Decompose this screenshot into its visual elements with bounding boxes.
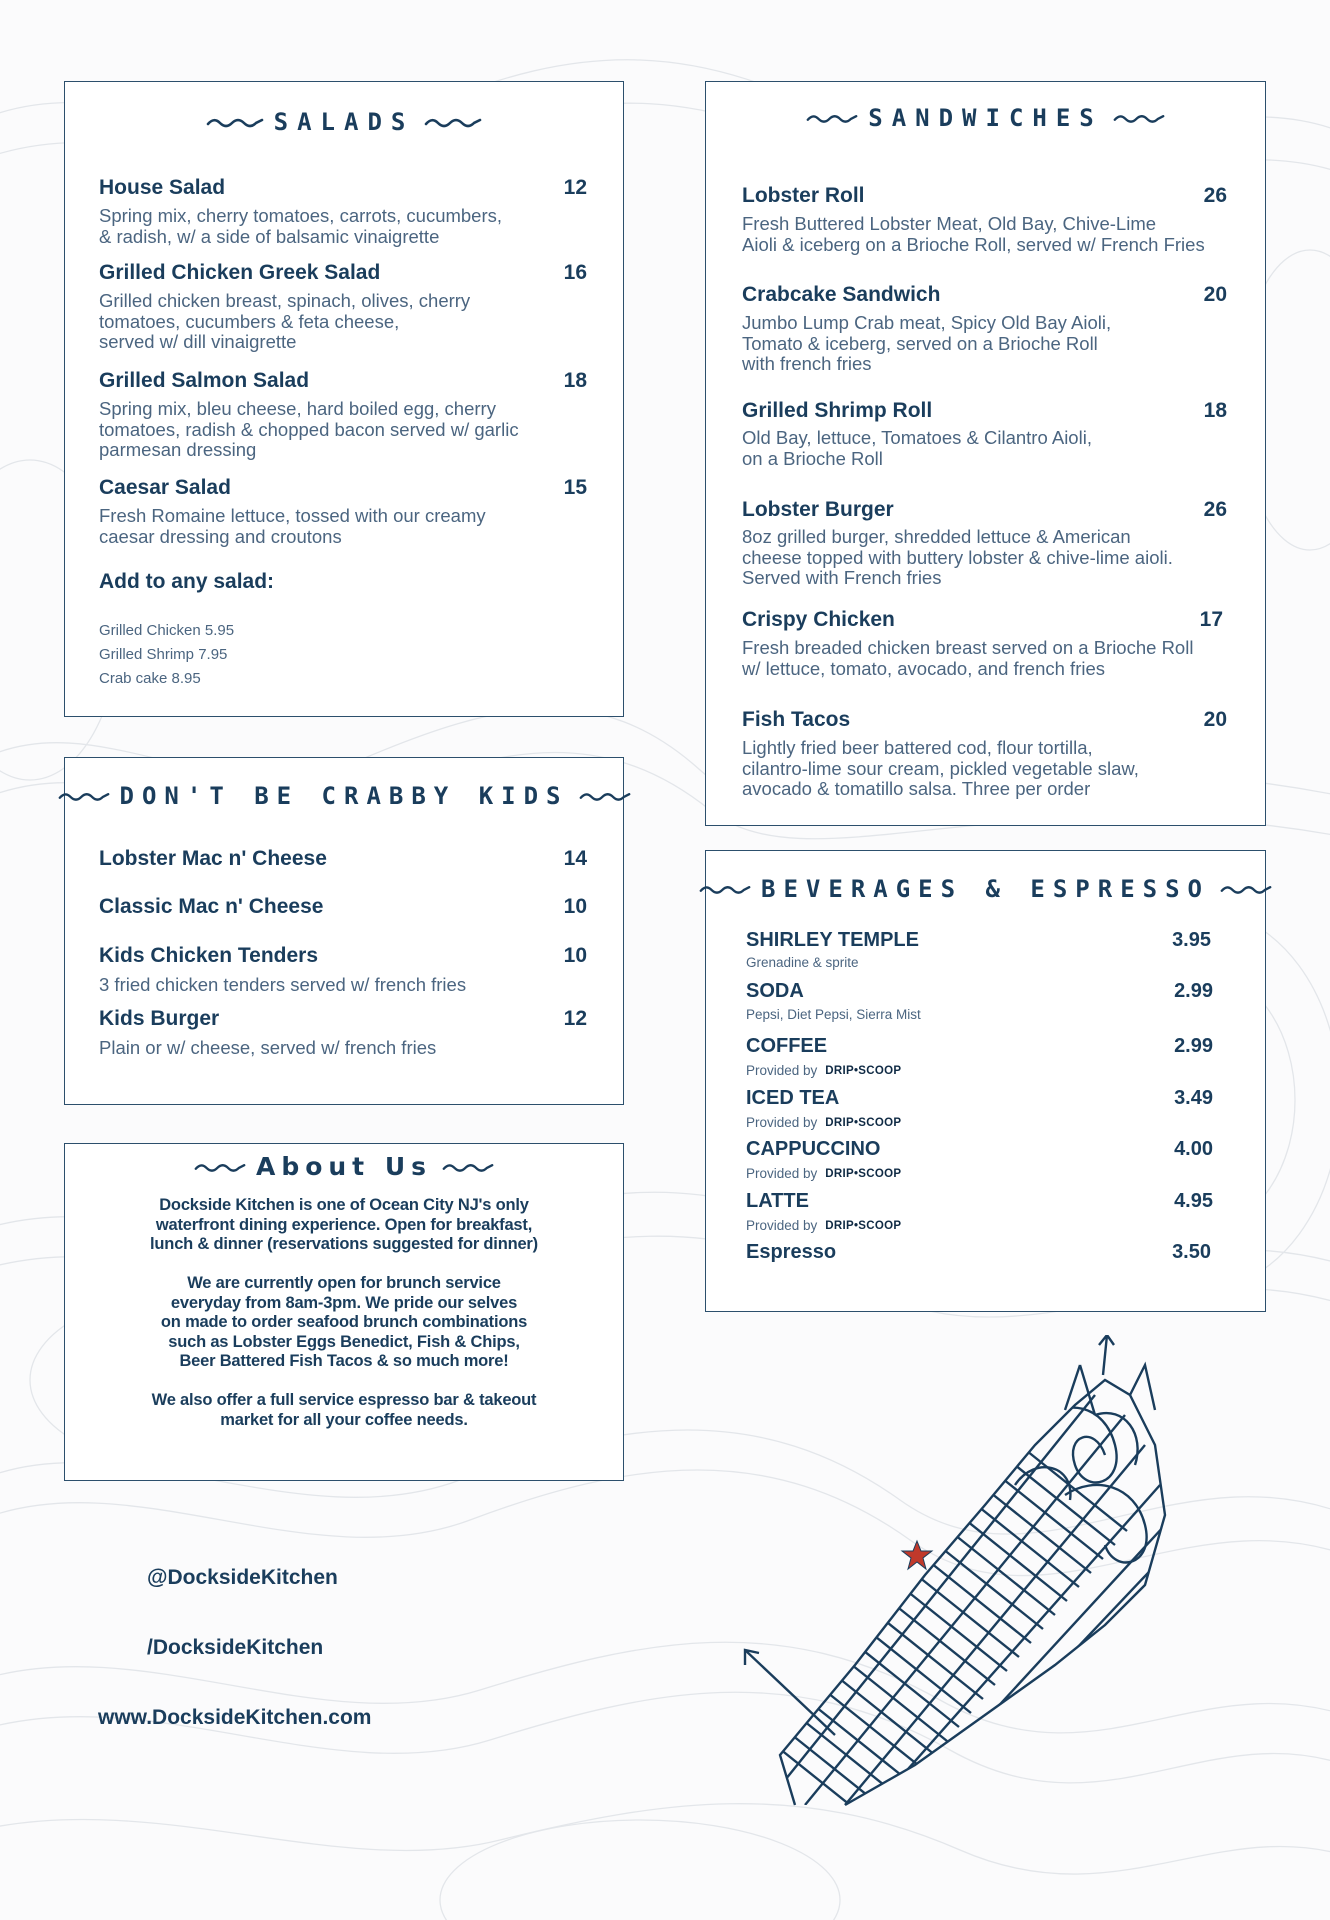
beverage-item (746, 1035, 1213, 1058)
menu-item (99, 944, 587, 968)
beverage-name: LATTE (746, 1190, 809, 1212)
beverage-subtext: Grenadine & sprite (746, 955, 859, 970)
menu-item (742, 498, 1227, 522)
item-price: 26 (1203, 498, 1227, 521)
item-name: Lobster Burger (742, 498, 894, 521)
wave-right-icon (424, 115, 482, 129)
item-price: 12 (563, 176, 587, 199)
menu-item (99, 847, 587, 871)
addon-item: Grilled Shrimp 7.95 (99, 646, 228, 663)
item-name: Lobster Roll (742, 184, 865, 207)
provided-by-line: Provided by DRIP•SCOOP (746, 1166, 902, 1181)
wave-right-icon (442, 1160, 494, 1174)
beverage-name: CAPPUCCINO (746, 1138, 881, 1160)
item-name: House Salad (99, 176, 226, 199)
kids-title: DON'T BE CRABBY KIDS (119, 782, 569, 810)
sandwiches-section (705, 81, 1266, 826)
item-description: 3 fried chicken tenders served w/ french fries (99, 974, 467, 995)
item-price: 10 (563, 895, 587, 918)
beverage-price: 3.49 (1174, 1087, 1213, 1109)
menu-item (742, 708, 1227, 732)
wave-left-icon (699, 882, 751, 896)
beverage-price: 2.99 (1174, 980, 1213, 1002)
ocean-city-map-illustration (735, 1335, 1175, 1815)
menu-item (99, 176, 587, 200)
provided-by-line: Provided by DRIP•SCOOP (746, 1218, 902, 1233)
wave-left-icon (194, 1160, 246, 1174)
item-name: Crispy Chicken (742, 608, 895, 631)
salads-section (64, 81, 624, 717)
menu-item (742, 184, 1227, 208)
about-paragraph: Dockside Kitchen is one of Ocean City NJ's only waterfront dining experience. Open for breakfast, lunch & dinner (reservations suggested for dinner) (150, 1196, 538, 1253)
beverage-subtext: Pepsi, Diet Pepsi, Sierra Mist (746, 1007, 921, 1022)
beverages-section (705, 850, 1266, 1312)
beverage-item (746, 1241, 1211, 1264)
facebook-handle[interactable]: /DocksideKitchen (147, 1636, 324, 1659)
wave-left-icon (206, 115, 264, 129)
item-description: Plain or w/ cheese, served w/ french fries (99, 1037, 437, 1058)
drip-scoop-logo: DRIP•SCOOP (825, 1064, 902, 1077)
sandwiches-heading (706, 104, 1265, 132)
item-description: Fresh breaded chicken breast served on a Brioche Roll w/ lettuce, tomato, avocado, and french fries (742, 637, 1194, 679)
salads-heading (65, 108, 623, 136)
addon-item: Grilled Chicken 5.95 (99, 622, 235, 639)
item-price: 15 (563, 476, 587, 499)
item-name: Caesar Salad (99, 476, 231, 499)
beverages-heading (706, 875, 1265, 903)
beverage-item (746, 1087, 1213, 1110)
item-price: 14 (563, 847, 587, 870)
item-description: Jumbo Lump Crab meat, Spicy Old Bay Aioli, Tomato & iceberg, served on a Brioche Roll with french fries (742, 312, 1112, 374)
beverage-price: 4.95 (1174, 1190, 1213, 1212)
item-name: Grilled Chicken Greek Salad (99, 261, 381, 284)
beverage-price: 4.00 (1174, 1138, 1213, 1160)
beverages-title: BEVERAGES & ESPRESSO (761, 875, 1210, 903)
wave-right-icon (1220, 882, 1272, 896)
addon-heading: Add to any salad: (99, 570, 275, 593)
item-description: Lightly fried beer battered cod, flour tortilla, cilantro-lime sour cream, pickled vegetable slaw, avocado & tomatillo salsa. Three per order (742, 737, 1139, 799)
sandwiches-title: SANDWICHES (868, 104, 1103, 132)
item-price: 16 (563, 261, 587, 284)
beverage-item (746, 980, 1213, 1003)
item-price: 18 (1203, 399, 1227, 422)
about-paragraph: We also offer a full service espresso bar & takeout market for all your coffee needs. (151, 1391, 537, 1429)
item-price: 10 (563, 944, 587, 967)
menu-item (99, 261, 587, 285)
kids-heading (65, 782, 623, 810)
item-description: Spring mix, bleu cheese, hard boiled egg, cherry tomatoes, radish & chopped bacon served w/ garlic parmesan dressing (99, 398, 519, 460)
item-name: Classic Mac n' Cheese (99, 895, 324, 918)
beverage-item (746, 1138, 1213, 1161)
provided-by-line: Provided by DRIP•SCOOP (746, 1115, 902, 1130)
kids-section (64, 757, 624, 1105)
menu-item (742, 283, 1227, 307)
beverage-name: COFFEE (746, 1035, 828, 1057)
item-price: 20 (1203, 283, 1227, 306)
wave-right-icon (1113, 111, 1165, 125)
item-description: Fresh Buttered Lobster Meat, Old Bay, Chive-Lime Aioli & iceberg on a Brioche Roll, served w/ French Fries (742, 213, 1205, 255)
about-paragraph: We are currently open for brunch service everyday from 8am-3pm. We pride our selves on made to order seafood brunch combinations such as Lobster Eggs Benedict, Fish & Chips, Beer Battered Fish Tacos & so much more! (160, 1274, 528, 1370)
item-description: 8oz grilled burger, shredded lettuce & American cheese topped with buttery lobster & chive-lime aioli. Served with French fries (742, 526, 1173, 588)
website-link[interactable]: www.DocksideKitchen.com (98, 1706, 372, 1729)
menu-item (99, 476, 587, 500)
item-description: Fresh Romaine lettuce, tossed with our creamy caesar dressing and croutons (99, 505, 486, 547)
about-heading (65, 1152, 623, 1181)
wave-right-icon (579, 789, 631, 803)
beverage-name: ICED TEA (746, 1087, 840, 1109)
beverage-item (746, 929, 1211, 952)
item-description: Grilled chicken breast, spinach, olives, cherry tomatoes, cucumbers & feta cheese, served w/ dill vinaigrette (99, 290, 471, 352)
wave-left-icon (58, 789, 110, 803)
item-name: Lobster Mac n' Cheese (99, 847, 327, 870)
item-name: Kids Burger (99, 1007, 220, 1030)
menu-item (99, 895, 587, 919)
wave-left-icon (806, 111, 858, 125)
about-title: About Us (255, 1152, 433, 1181)
beverage-price: 3.95 (1172, 929, 1211, 951)
beverage-name: SHIRLEY TEMPLE (746, 929, 919, 951)
beverage-name: Espresso (746, 1241, 837, 1263)
menu-item (742, 399, 1227, 423)
item-price: 17 (1199, 608, 1223, 631)
beverage-name: SODA (746, 980, 804, 1002)
beverage-item (746, 1190, 1213, 1213)
location-star-icon (902, 1541, 932, 1569)
item-price: 26 (1203, 184, 1227, 207)
item-name: Fish Tacos (742, 708, 851, 731)
menu-item (742, 608, 1223, 632)
item-price: 20 (1203, 708, 1227, 731)
item-description: Spring mix, cherry tomatoes, carrots, cucumbers, & radish, w/ a side of balsamic vinaigrette (99, 205, 503, 247)
drip-scoop-logo: DRIP•SCOOP (825, 1116, 902, 1129)
menu-item (99, 369, 587, 393)
instagram-handle[interactable]: @DocksideKitchen (147, 1566, 338, 1589)
item-name: Grilled Shrimp Roll (742, 399, 933, 422)
beverage-price: 2.99 (1174, 1035, 1213, 1057)
item-description: Old Bay, lettuce, Tomatoes & Cilantro Aioli, on a Brioche Roll (742, 427, 1092, 469)
drip-scoop-logo: DRIP•SCOOP (825, 1219, 902, 1232)
addon-item: Crab cake 8.95 (99, 670, 201, 687)
about-section (64, 1143, 624, 1481)
drip-scoop-logo: DRIP•SCOOP (825, 1167, 902, 1180)
beverage-price: 3.50 (1172, 1241, 1211, 1263)
salads-title: SALADS (273, 108, 415, 136)
menu-item (99, 1007, 587, 1031)
item-name: Kids Chicken Tenders (99, 944, 319, 967)
provided-by-line: Provided by DRIP•SCOOP (746, 1063, 902, 1078)
item-name: Grilled Salmon Salad (99, 369, 310, 392)
item-price: 18 (563, 369, 587, 392)
item-price: 12 (563, 1007, 587, 1030)
item-name: Crabcake Sandwich (742, 283, 941, 306)
